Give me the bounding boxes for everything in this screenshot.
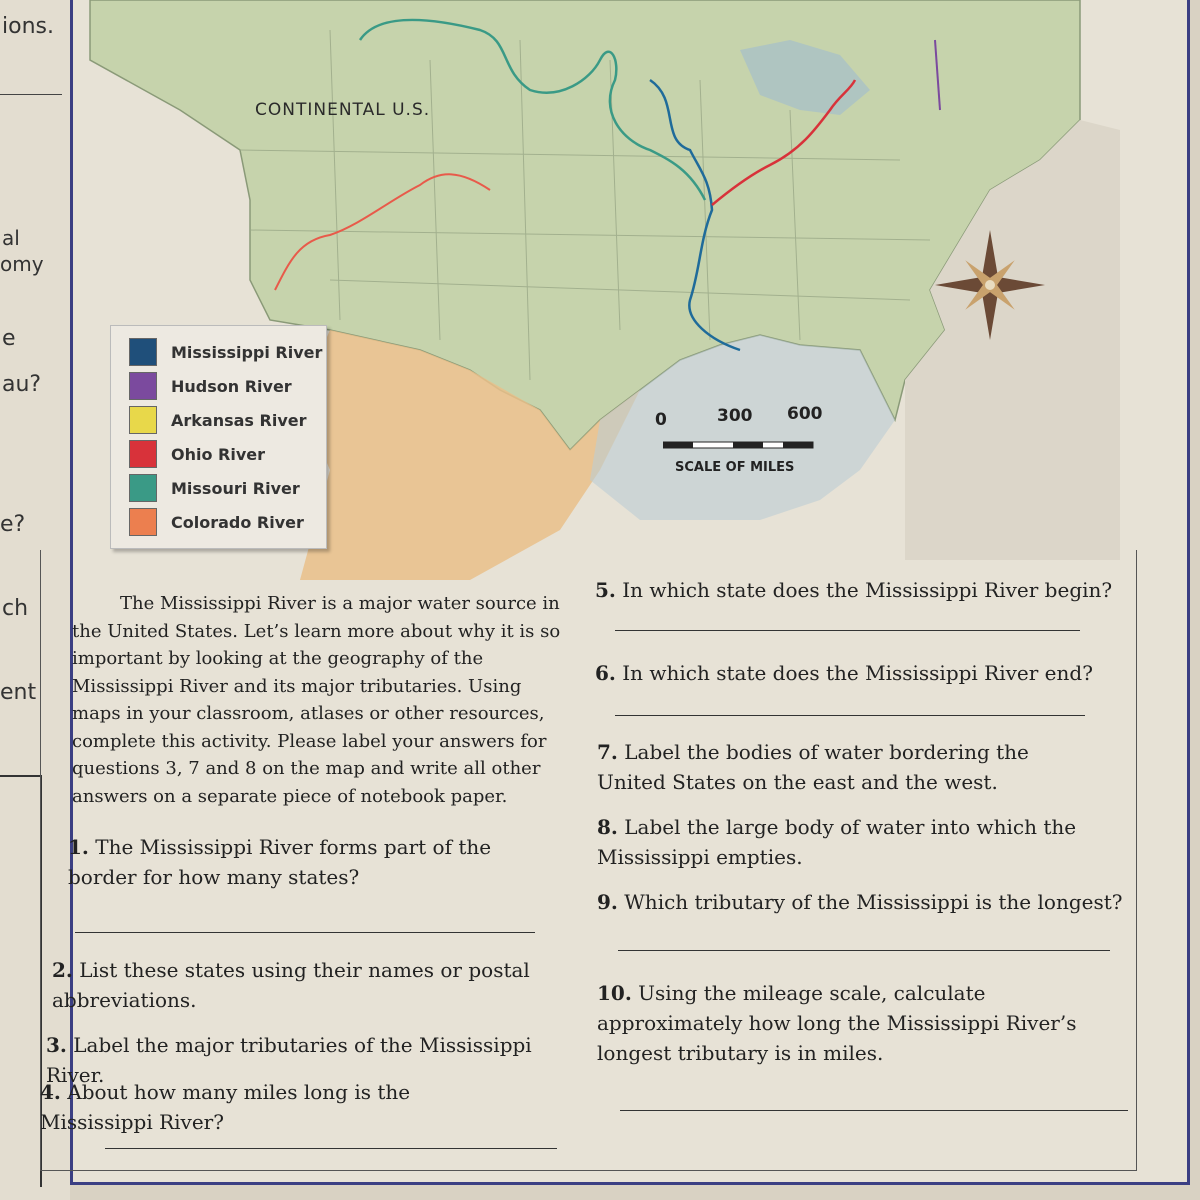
answer-line-9[interactable] — [618, 950, 1110, 951]
question-10 — [597, 978, 1137, 1068]
legend-label: Arkansas River — [171, 410, 307, 430]
answer-line-4[interactable] — [105, 1148, 557, 1149]
scale-caption: SCALE OF MILES — [675, 460, 795, 475]
question-text: List these states using their names or postal abbreviations. — [52, 958, 530, 1012]
question-number: 4. — [40, 1080, 61, 1104]
question-8 — [597, 812, 1097, 872]
question-text: Label the bodies of water bordering the United States on the east and the west. — [597, 740, 1029, 794]
question-number: 3. — [46, 1033, 67, 1057]
legend-label: Ohio River — [171, 444, 266, 464]
question-7 — [597, 737, 1097, 797]
legend-label: Colorado River — [171, 512, 304, 532]
legend-item-mississippi — [129, 338, 322, 366]
scale-tick: 0 — [655, 410, 667, 430]
answer-line-5[interactable] — [615, 630, 1080, 631]
answer-line-10[interactable] — [620, 1110, 1128, 1111]
question-number: 5. — [595, 578, 616, 602]
question-number: 8. — [597, 815, 618, 839]
question-number: 2. — [52, 958, 73, 982]
legend-item-colorado — [129, 508, 304, 536]
legend-item-hudson — [129, 372, 292, 400]
question-5 — [595, 575, 1115, 605]
scale-of-miles — [655, 400, 825, 480]
swatch-mississippi — [129, 338, 157, 366]
question-text: In which state does the Mississippi River begin? — [622, 578, 1113, 602]
margin-text: e — [2, 326, 16, 351]
swatch-missouri — [129, 474, 157, 502]
margin-text: e? — [0, 512, 26, 537]
margin-text: au? — [2, 372, 42, 397]
question-text: In which state does the Mississippi River end? — [622, 661, 1093, 685]
map-title: CONTINENTAL U.S. — [255, 100, 431, 120]
answer-line-6[interactable] — [615, 715, 1085, 716]
margin-text: ions. — [2, 14, 54, 39]
scale-tick: 600 — [787, 404, 823, 424]
intro-paragraph: The Mississippi River is a major water source in the United States. Let’s learn more about why it is so important by looking at the geography of the Mississippi River and its major tributaries. Using maps in your classroom, atlases or other resources, complete this activity. Please label your answers for questions 3, 7 and 8 on the map and write all other answers on a separate piece of notebook paper. — [72, 593, 561, 807]
legend-item-missouri — [129, 474, 300, 502]
question-text: The Mississippi River forms part of the border for how many states? — [68, 835, 492, 889]
margin-text: ent — [0, 680, 37, 705]
margin-box — [0, 775, 42, 1187]
question-9 — [597, 887, 1127, 917]
legend-label: Mississippi River — [171, 342, 323, 362]
question-4 — [40, 1077, 520, 1137]
swatch-colorado — [129, 508, 157, 536]
question-text: Which tributary of the Mississippi is the longest? — [624, 890, 1123, 914]
map-legend — [110, 325, 327, 549]
margin-text: al — [2, 226, 20, 250]
question-2 — [52, 955, 542, 1015]
scale-bar — [663, 436, 823, 452]
swatch-hudson — [129, 372, 157, 400]
question-text: Using the mileage scale, calculate approximately how long the Mississippi River’s longest tributary is in miles. — [597, 981, 1077, 1065]
question-text: Label the major tributaries of the Mississippi River. — [46, 1033, 532, 1087]
legend-label: Missouri River — [171, 478, 300, 498]
swatch-arkansas — [129, 406, 157, 434]
legend-item-arkansas — [129, 406, 307, 434]
scale-tick: 300 — [717, 406, 753, 426]
question-number: 7. — [597, 740, 618, 764]
question-6 — [595, 658, 1115, 688]
answer-line-1[interactable] — [75, 932, 535, 933]
legend-item-ohio — [129, 440, 265, 468]
question-number: 1. — [68, 835, 89, 859]
question-number: 6. — [595, 661, 616, 685]
swatch-ohio — [129, 440, 157, 468]
question-1 — [68, 832, 558, 892]
legend-label: Hudson River — [171, 376, 292, 396]
margin-text: omy — [0, 252, 44, 276]
question-text: About how many miles long is the Mississippi River? — [40, 1080, 411, 1134]
margin-text: ch — [2, 596, 29, 621]
question-text: Label the large body of water into which the Mississippi empties. — [597, 815, 1077, 869]
question-number: 9. — [597, 890, 618, 914]
question-number: 10. — [597, 981, 632, 1005]
